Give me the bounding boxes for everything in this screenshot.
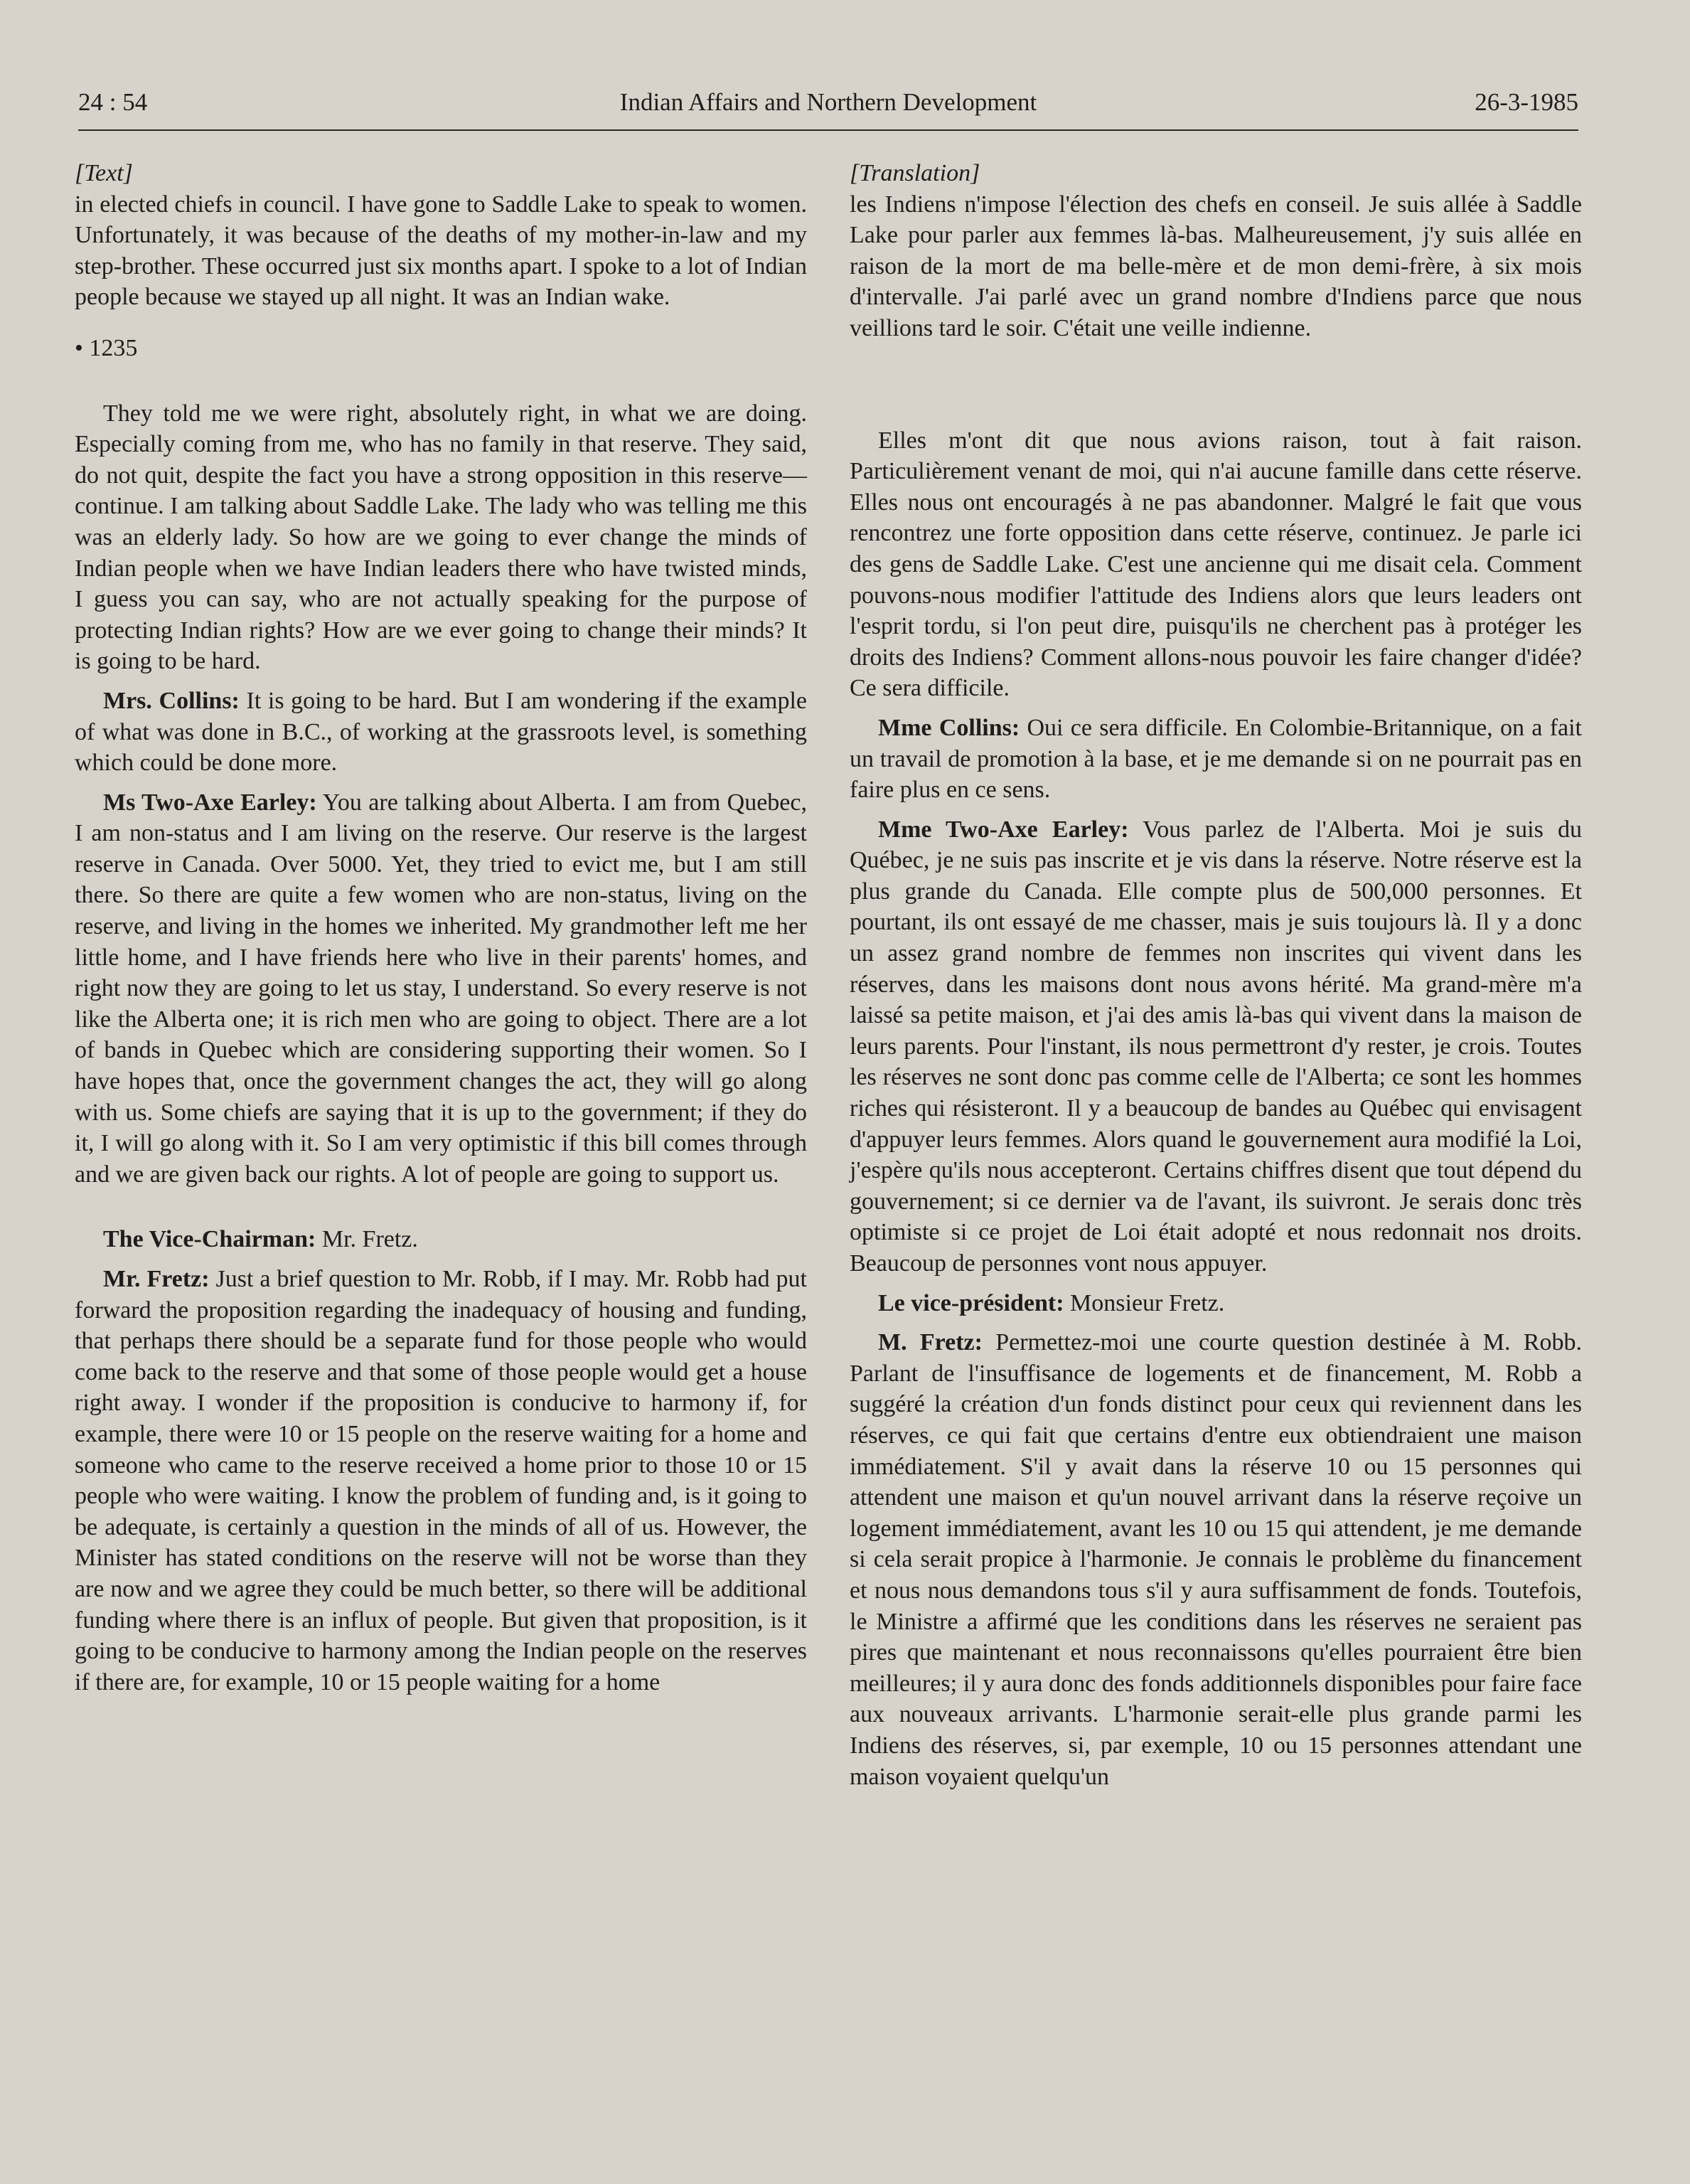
speech-paragraph bbox=[75, 686, 807, 779]
speech-paragraph bbox=[850, 1288, 1582, 1319]
speaker-name: Mrs. Collins: bbox=[103, 687, 240, 714]
french-column bbox=[850, 158, 1582, 1792]
speech-text: Mr. Fretz. bbox=[316, 1226, 418, 1253]
page-date: 26-3-1985 bbox=[1475, 88, 1578, 116]
speech-text: Permettez-moi une courte question destinée à M. Robb. Parlant de l'insuffisance de logements et de financement, M. Robb a suggéré la création d'un fonds distinct pour ceux qui reviennent dans les réserves, ce qui fait que certains d'entre eux obtiendraient une maison immédiatement. S'il y avait dans la réserve 10 ou 15 personnes qui attendent une maison et qu'un nouvel arrivant dans la réserve reçoive un logement immédiatement, avant les 10 ou 15 qui attendent, je me demande si cela serait propice à l'harmonie. Je connais le problème du financement et nous nous demandons tous s'il y aura suffisamment de fonds. Toutefois, le Ministre a affirmé que les conditions dans les réserves ne seraient pas pires que maintenant et nous reconnaissons qu'elles pourraient être bien meilleures; il y aura donc des fonds additionnels disponibles pour faire face aux nouveaux arrivants. L'harmonie serait-elle plus grande parmi les Indiens des réserves, si, par exemple, 10 ou 15 personnes attendant une maison voyaient quelqu'un bbox=[850, 1329, 1582, 1790]
paragraph: They told me we were right, absolutely right, in what we are doing. Especially coming from me, who has no family in that reserve. They said, do not quit, despite the fact you have a strong opposition in this reserve—continue. I am talking about Saddle Lake. The lady who was telling me this was an elderly lady. So how are we going to ever change the minds of Indian people when we have Indian leaders there who have twisted minds, I guess you can say, who are not actually speaking for the purpose of protecting Indian rights? How are we ever going to change their minds? It is going to be hard. bbox=[75, 400, 807, 675]
page-header bbox=[78, 87, 1578, 131]
page-number: 24 : 54 bbox=[78, 88, 148, 116]
speech-text: Oui ce sera difficile. En Colombie-Britannique, on a fait un travail de promotion à la base, et je me demande si on ne pourrait pas en faire plus en ce sens. bbox=[850, 714, 1582, 804]
column-label-text: [Text] bbox=[75, 160, 133, 186]
running-title: Indian Affairs and Northern Development bbox=[619, 88, 1037, 116]
speaker-name: Le vice-président: bbox=[878, 1289, 1064, 1316]
speaker-name: M. Fretz: bbox=[878, 1329, 983, 1356]
paragraph: les Indiens n'impose l'élection des chefs en conseil. Je suis allée à Saddle Lake pour parler aux femmes là-bas. Malheureusement, j'y suis allée en raison de la mort de ma belle-mère et de mon demi-frère, à six mois d'intervalle. J'ai parlé avec un grand nombre d'Indiens parce que nous veillions tard le soir. C'était une veille indienne. bbox=[850, 191, 1582, 341]
paragraph: Elles m'ont dit que nous avions raison, tout à fait raison. Particulièrement venant de moi, qui n'ai aucune famille dans cette réserve. Elles nous ont encouragés à ne pas abandonner. Malgré le fait que vous rencontrez une forte opposition dans cette réserve, continuez. Je parle ici des gens de Saddle Lake. C'est une ancienne qui me disait cela. Comment pouvons-nous modifier l'attitude des Indiens alors que leurs leaders ont l'esprit tordu, si l'on peut dire, puisqu'ils ne cherchent pas à protéger les droits des Indiens? Comment allons-nous pouvoir les faire changer d'idée? Ce sera difficile. bbox=[850, 427, 1582, 702]
speech-paragraph bbox=[850, 814, 1582, 1279]
speech-text: It is going to be hard. But I am wondering if the example of what was done in B.C., of working at the grassroots level, is something which could be done more. bbox=[75, 687, 807, 777]
speech-text: Vous parlez de l'Alberta. Moi je suis du Québec, je ne suis pas inscrite et je vis dans la réserve. Notre réserve est la plus grande du Canada. Elle compte plus de 500,000 personnes. Et pourtant, ils ont essayé de me chasser, mais je suis toujours là. Il y a donc un assez grand nombre de femmes non inscrites qui vivent dans les réserves, dans les maisons dont nous avons hérité. Ma grand-mère m'a laissé sa petite maison, et j'ai des amis là-bas qui vivent dans la maison de leurs parents. Pour l'instant, ils nous permettront d'y rester, je crois. Toutes les réserves ne sont donc pas comme celle de l'Alberta; ce sont les hommes riches qui résisteront. Il y a beaucoup de bandes au Québec qui envisagent d'appuyer leurs femmes. Alors quand le gouvernement aura modifié la Loi, j'espère qu'ils nous accepteront. Certains chiffres disent que tout dépend du gouvernement; si ce dernier va de l'avant, ils suivront. Je serais donc très optimiste si ce projet de Loi était adopté et nous redonnait nos droits. Beaucoup de personnes vont nous appuyer. bbox=[850, 816, 1582, 1277]
paragraph: in elected chiefs in council. I have gone to Saddle Lake to speak to women. Unfortunately, it was because of the deaths of my mother-in-law and my step-brother. These occurred just six months apart. I spoke to a lot of Indian people because we stayed up all night. It was an Indian wake. bbox=[75, 191, 807, 311]
speaker-name: Mr. Fretz: bbox=[103, 1266, 210, 1292]
speaker-name: Mme Two-Axe Earley: bbox=[878, 816, 1129, 843]
speech-paragraph bbox=[75, 787, 807, 1190]
speaker-name: Ms Two-Axe Earley: bbox=[103, 789, 317, 816]
speech-text: Just a brief question to Mr. Robb, if I may. Mr. Robb had put forward the proposition regarding the inadequacy of housing and funding, that perhaps there should be a separate fund for those people who would come back to the reserve and that some of those people would get a house right away. I wonder if the proposition is conducive to harmony if, for example, there were 10 or 15 people on the reserve waiting for a home and someone who came to the reserve received a home prior to those 10 or 15 people who were waiting. I know the problem of funding and, is it going to be adequate, is certainly a question in the minds of all of us. However, the Minister has stated conditions on the reserve will not be worse than they are now and we agree they could be much better, so there will be additional funding where there is an influx of people. But given that proposition, is it going to be conducive to harmony among the Indian people on the reserves if there are, for example, 10 or 15 people waiting for a home bbox=[75, 1266, 807, 1695]
speaker-name: The Vice-Chairman: bbox=[103, 1226, 316, 1253]
speaker-name: Mme Collins: bbox=[878, 714, 1020, 741]
english-column bbox=[75, 158, 807, 1698]
time-marker: • 1235 bbox=[75, 334, 138, 361]
column-label-translation: [Translation] bbox=[850, 160, 980, 186]
speech-text: You are talking about Alberta. I am from Quebec, I am non-status and I am living on the reserve. Our reserve is the largest reserve in Canada. Over 5000. Yet, they tried to evict me, but I am still there. So there are quite a few women who are non-status, living on the reserve, and living in the homes we inherited. My grandmother left me her little home, and I have friends here who live in their parents' homes, and right now they are going to let us stay, I understand. So every reserve is not like the Alberta one; it is rich men who are going to object. There are a lot of bands in Quebec which are considering supporting their women. So I have hopes that, once the government changes the act, they will go along with us. Some chiefs are saying that it is up to the government; if they do it, I will go along with it. So I am very optimistic if this bill comes through and we are given back our rights. A lot of people are going to support us. bbox=[75, 789, 807, 1188]
speech-paragraph bbox=[75, 1264, 807, 1698]
speech-paragraph bbox=[75, 1224, 807, 1255]
speech-text: Monsieur Fretz. bbox=[1064, 1289, 1225, 1316]
speech-paragraph bbox=[850, 713, 1582, 806]
speech-paragraph bbox=[850, 1327, 1582, 1792]
